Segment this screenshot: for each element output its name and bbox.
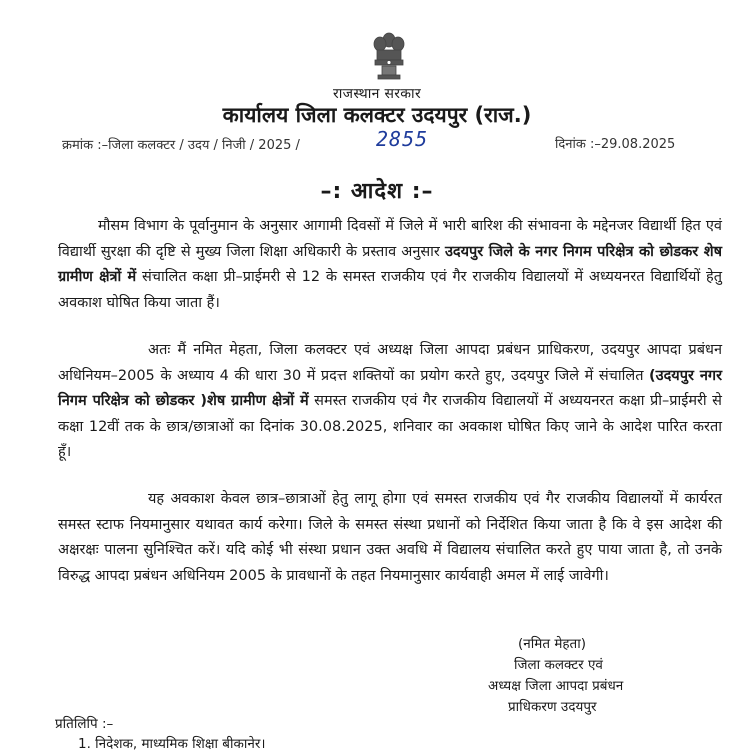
p1-text-a: मौसम विभाग के पूर्वानुमान के अनुसार आगामी दिवसों में जिले में भारी बारिश की संभावना के मद्देनजर विद्यार्थी हित एवं विद्यार्थी सुरक्षा की दृष्टि से मुख्य जिला शिक्षा अधिकारी के प्रस्ताव अनुसार	[58, 218, 722, 260]
reference-number: 2855	[376, 127, 429, 151]
signatory-line-1: जिला कलक्टर एवं	[514, 657, 603, 673]
p1-text-b: संचालित कक्षा प्री–प्राईमरी से 12 के समस्त राजकीय एवं गैर राजकीय विद्यालयों में अध्ययनरत विद्यार्थियों हेतु अवकाश घोषित किया जाता हैं।	[58, 269, 722, 311]
paragraph-3: यह अवकाश केवल छात्र–छात्राओं हेतु लागू होगा एवं समस्त राजकीय एवं गैर राजकीय विद्यालयों में कार्यरत समस्त स्टाफ नियमानुसार यथावत कार्य करेगा। जिले के समस्त संस्था प्रधानों को निर्देशित किया जाता है कि वे इस आदेश की अक्षरक्षः पालना सुनिश्चित करें। यदि कोई भी संस्था प्रधान उक्त अवधि में विद्यालय संचालित करते हुए पाया जाता है, तो उनके विरुद्ध आपदा प्रबंधन अधिनियम 2005 के प्रावधानों के तहत नियमानुसार कार्यवाही अमल में लाई जावेगी।	[58, 491, 722, 584]
p1-bold: उदयपुर जिले के नगर निगम परिक्षेत्र को छोडकर शेष ग्रामीण क्षेत्रों में	[58, 243, 722, 285]
p2-bold: (उदयपुर नगर निगम परिक्षेत्र को छोडकर )शेष ग्रामीण क्षेत्रों में	[58, 367, 722, 409]
office-title: कार्यालय जिला कलक्टर उदयपुर (राज.)	[222, 103, 532, 127]
state-emblem-icon	[368, 30, 410, 82]
paragraph-2	[58, 338, 722, 466]
p2-text-b: समस्त राजकीय एवं गैर राजकीय विद्यालयों में अध्ययनरत कक्षा प्री–प्राईमरी से कक्षा 12वीं तक के छात्र/छात्राओं का दिनांक 30.08.2025, शनिवार का अवकाश घोषित किए जाने के आदेश पारित करता हूँ।	[58, 393, 722, 460]
copy-label: प्रतिलिपि :–	[55, 716, 114, 732]
copy-item-1: 1. निदेशक, माध्यमिक शिक्षा बीकानेर।	[78, 736, 266, 752]
signatory-name: (नमित मेहता)	[518, 636, 587, 652]
p2-text-a: अतः मैं नमित मेहता, जिला कलक्टर एवं अध्यक्ष जिला आपदा प्रबंधन प्राधिकरण, उदयपुर आपदा प्रबंधन अधिनियम–2005 के अध्याय 4 की धारा 30 में प्रदत्त शक्तियों का प्रयोग करते हुए, उदयपुर जिले में संचालित	[58, 342, 722, 384]
signature-block	[470, 634, 730, 718]
order-date: दिनांक :–29.08.2025	[555, 137, 676, 152]
signatory-line-2: अध्यक्ष जिला आपदा प्रबंधन	[488, 678, 624, 694]
signatory-line-3: प्राधिकरण उदयपुर	[508, 699, 597, 715]
order-title: –: आदेश :–	[320, 179, 434, 204]
reference-prefix: क्रमांक :–जिला कलक्टर / उदय / निजी / 2025 /	[62, 138, 300, 153]
government-name: राजस्थान सरकार	[333, 86, 421, 102]
paragraph-1	[58, 214, 722, 316]
